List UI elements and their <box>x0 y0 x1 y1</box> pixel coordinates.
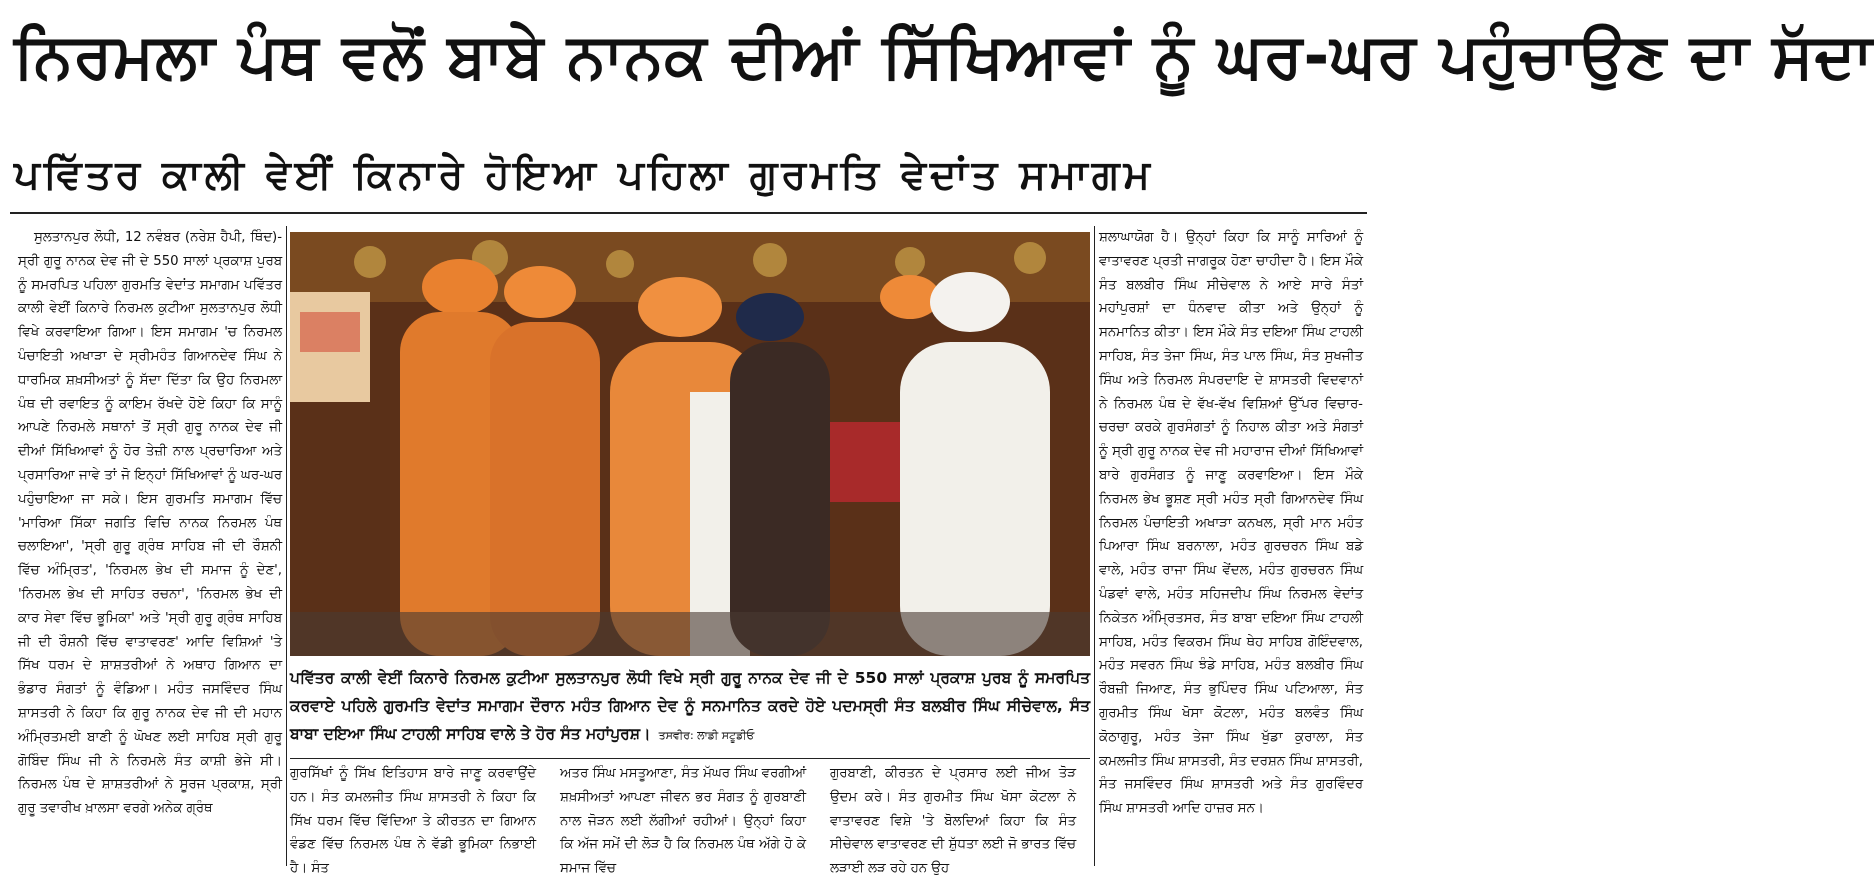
subheadline: ਪਵਿੱਤਰ ਕਾਲੀ ਵੇਈਂ ਕਿਨਾਰੇ ਹੋਇਆ ਪਹਿਲਾ ਗੁਰਮਤਿ ਵੇਦਾਂਤ ਸਮਾਗਮ <box>14 152 1154 198</box>
article-text-right: ਸ਼ਲਾਘਾਯੋਗ ਹੈ। ਉਨ੍ਹਾਂ ਕਿਹਾ ਕਿ ਸਾਨੂੰ ਸਾਰਿਆਂ ਨੂੰ ਵਾਤਾਵਰਣ ਪ੍ਰਤੀ ਜਾਗਰੂਕ ਹੋਣਾ ਚਾਹੀਦਾ ਹੈ। ਇਸ ਮੌਕੇ ਸੰਤ ਬਲਬੀਰ ਸਿੰਘ ਸੀਚੇਵਾਲ ਨੇ ਆਏ ਸਾਰੇ ਸੰਤਾਂ ਮਹਾਂਪੁਰਸ਼ਾਂ ਦਾ ਧੰਨਵਾਦ ਕੀਤਾ ਅਤੇ ਉਨ੍ਹਾਂ ਨੂੰ ਸਨਮਾਨਿਤ ਕੀਤਾ। ਇਸ ਮੌਕੇ ਸੰਤ ਦਇਆ ਸਿੰਘ ਟਾਹਲੀ ਸਾਹਿਬ, ਸੰਤ ਤੇਜਾ ਸਿੰਘ, ਸੰਤ ਪਾਲ ਸਿੰਘ, ਸੰਤ ਸੁਖਜੀਤ ਸਿੰਘ ਅਤੇ ਨਿਰਮਲ ਸੰਪਰਦਾਇ ਦੇ ਸ਼ਾਸਤਰੀ ਵਿਦਵਾਨਾਂ ਨੇ ਨਿਰਮਲ ਪੰਥ ਦੇ ਵੱਖ-ਵੱਖ ਵਿਸ਼ਿਆਂ ਉੱਪਰ ਵਿਚਾਰ-ਚਰਚਾ ਕਰਕੇ ਗੁਰਸੰਗਤਾਂ ਨੂੰ ਨਿਹਾਲ ਕੀਤਾ ਅਤੇ ਸੰਗਤਾਂ ਨੂੰ ਸ੍ਰੀ ਗੁਰੂ ਨਾਨਕ ਦੇਵ ਜੀ ਮਹਾਰਾਜ ਦੀਆਂ ਸਿੱਖਿਆਵਾਂ ਬਾਰੇ ਗੁਰਸੰਗਤ ਨੂੰ ਜਾਣੂ ਕਰਵਾਇਆ। ਇਸ ਮੌਕੇ ਨਿਰਮਲ ਭੇਖ ਭੂਸ਼ਣ ਸ੍ਰੀ ਮਹੰਤ ਸ੍ਰੀ ਗਿਆਨਦੇਵ ਸਿੰਘ ਨਿਰਮਲ ਪੰਚਾਇਤੀ ਅਖਾੜਾ ਕਨਖਲ, ਸ੍ਰੀ ਮਾਨ ਮਹੰਤ ਪਿਆਰਾ ਸਿੰਘ ਬਰਨਾਲਾ, ਮਹੰਤ ਗੁਰਚਰਨ ਸਿੰਘ ਬਡੇ ਵਾਲੇ, ਮਹੰਤ ਰਾਜਾ ਸਿੰਘ ਵੇਂਦਲ, ਮਹੰਤ ਗੁਰਚਰਨ ਸਿੰਘ ਪੰਡਵਾਂ ਵਾਲੇ, ਮਹੰਤ ਸਹਿਜਦੀਪ ਸਿੰਘ ਨਿਰਮਲ ਵੇਦਾਂਤ ਨਿਕੇਤਨ ਅੰਮ੍ਰਿਤਸਰ, ਸੰਤ ਬਾਬਾ ਦਇਆ ਸਿੰਘ ਟਾਹਲੀ ਸਾਹਿਬ, ਮਹੰਤ ਵਿਕਰਮ ਸਿੰਘ ਥੇਹ ਸਾਹਿਬ ਗੋਇੰਦਵਾਲ, ਮਹੰਤ ਸਵਰਨ ਸਿੰਘ ਝੰਡੇ ਸਾਹਿਬ, ਮਹੰਤ ਬਲਬੀਰ ਸਿੰਘ ਰੌਬਜ਼ੀ ਜਿਆਣ, ਸੰਤ ਭੁਪਿੰਦਰ ਸਿੰਘ ਪਟਿਆਲਾ, ਸੰਤ ਗੁਰਮੀਤ ਸਿੰਘ ਖੋਸਾ ਕੋਟਲਾ, ਮਹੰਤ ਬਲਵੰਤ ਸਿੰਘ ਕੋਠਾਗੁਰੂ, ਮਹੰਤ ਤੇਜਾ ਸਿੰਘ ਖੁੱਡਾ ਕੁਰਾਲਾ, ਸੰਤ ਕਮਲਜੀਤ ਸਿੰਘ ਸ਼ਾਸਤਰੀ, ਸੰਤ ਦਰਸ਼ਨ ਸਿੰਘ ਸ਼ਾਸਤਰੀ, ਸੰਤ ਜਸਵਿੰਦਰ ਸਿੰਘ ਸ਼ਾਸਤਰੀ ਅਤੇ ਸੰਤ ਗੁਰਵਿੰਦਰ ਸਿੰਘ ਸ਼ਾਸਤਰੀ ਆਦਿ ਹਾਜ਼ਰ ਸਨ। <box>1099 230 1363 817</box>
headline: ਨਿਰਮਲਾ ਪੰਥ ਵਲੋਂ ਬਾਬੇ ਨਾਨਕ ਦੀਆਂ ਸਿੱਖਿਆਵਾਂ ਨੂੰ ਘਰ-ਘਰ ਪਹੁੰਚਾਉਣ ਦਾ ਸੱਦਾ <box>14 19 1874 92</box>
photo-caption <box>290 664 1090 754</box>
event-photo-illustration <box>290 232 1090 656</box>
article-column-left <box>18 226 282 866</box>
article-text-bottom-2: ਅਤਰ ਸਿੰਘ ਮਸਤੂਆਣਾ, ਸੰਤ ਮੱਘਰ ਸਿੰਘ ਵਰਗੀਆਂ ਸ਼ਖ਼ਸੀਅਤਾਂ ਆਪਣਾ ਜੀਵਨ ਭਰ ਸੰਗਤ ਨੂੰ ਗੁਰਬਾਣੀ ਨਾਲ ਜੋੜਨ ਲਈ ਲੱਗੀਆਂ ਰਹੀਆਂ। ਉਨ੍ਹਾਂ ਕਿਹਾ ਕਿ ਅੱਜ ਸਮੇਂ ਦੀ ਲੋੜ ਹੈ ਕਿ ਨਿਰਮਲ ਪੰਥ ਅੱਗੇ ਹੋ ਕੇ ਸਮਾਜ ਵਿੱਚ <box>560 766 806 877</box>
photo-credit: ਤਸਵੀਰ: ਲਾਡੀ ਸਟੂਡੀਓ <box>658 729 755 742</box>
caption-text: ਪਵਿੱਤਰ ਕਾਲੀ ਵੇਈਂ ਕਿਨਾਰੇ ਨਿਰਮਲ ਕੁਟੀਆ ਸੁਲਤਾਨਪੁਰ ਲੋਧੀ ਵਿਖੇ ਸ੍ਰੀ ਗੁਰੂ ਨਾਨਕ ਦੇਵ ਜੀ ਦੇ 550 ਸਾਲਾਂ ਪ੍ਰਕਾਸ਼ ਪੁਰਬ ਨੂੰ ਸਮਰਪਿਤ ਕਰਵਾਏ ਪਹਿਲੇ ਗੁਰਮਤਿ ਵੇਦਾਂਤ ਸਮਾਗਮ ਦੌਰਾਨ ਮਹੰਤ ਗਿਆਨ ਦੇਵ ਨੂੰ ਸਨਮਾਨਿਤ ਕਰਦੇ ਹੋਏ ਪਦਮਸ੍ਰੀ ਸੰਤ ਬਲਬੀਰ ਸਿੰਘ ਸੀਚੇਵਾਲ, ਸੰਤ ਬਾਬਾ ਦਇਆ ਸਿੰਘ ਟਾਹਲੀ ਸਾਹਿਬ ਵਾਲੇ ਤੇ ਹੋਰ ਸੰਤ ਮਹਾਂਪੁਰਸ਼। <box>290 669 1090 743</box>
article-text-bottom-1: ਗੁਰਸਿੱਖਾਂ ਨੂੰ ਸਿੱਖ ਇਤਿਹਾਸ ਬਾਰੇ ਜਾਣੂ ਕਰਵਾਉਂਦੇ ਹਨ। ਸੰਤ ਕਮਲਜੀਤ ਸਿੰਘ ਸ਼ਾਸਤਰੀ ਨੇ ਕਿਹਾ ਕਿ ਸਿੱਖ ਧਰਮ ਵਿੱਚ ਵਿੱਦਿਆ ਤੇ ਕੀਰਤਨ ਦਾ ਗਿਆਨ ਵੰਡਣ ਵਿੱਚ ਨਿਰਮਲ ਪੰਥ ਨੇ ਵੱਡੀ ਭੂਮਿਕਾ ਨਿਭਾਈ ਹੈ। ਸੰਤ <box>290 766 536 877</box>
article-text-bottom-3: ਗੁਰਬਾਣੀ, ਕੀਰਤਨ ਦੇ ਪ੍ਰਸਾਰ ਲਈ ਜੀਅ ਤੋੜ ਉਦਮ ਕਰੇ। ਸੰਤ ਗੁਰਮੀਤ ਸਿੰਘ ਖੋਸਾ ਕੋਟਲਾ ਨੇ ਵਾਤਾਵਰਣ ਵਿਸ਼ੇ 'ਤੇ ਬੋਲਦਿਆਂ ਕਿਹਾ ਕਿ ਸੰਤ ਸੀਚੇਵਾਲ ਵਾਤਾਵਰਣ ਦੀ ਸ਼ੁੱਧਤਾ ਲਈ ਜੋ ਭਾਰਤ ਵਿੱਚ ਲੜਾਈ ਲੜ ਰਹੇ ਹਨ ਉਹ <box>830 766 1076 877</box>
event-photo <box>290 232 1090 656</box>
caption-rule <box>290 758 1090 759</box>
column-rule-left <box>286 226 287 866</box>
article-bottom-column-2 <box>560 762 806 877</box>
article-column-right <box>1099 226 1363 866</box>
article-bottom-column-1 <box>290 762 536 877</box>
column-rule-right <box>1094 226 1095 866</box>
header-rule <box>10 212 1367 214</box>
article-text-left: ਸੁਲਤਾਨਪੁਰ ਲੋਧੀ, 12 ਨਵੰਬਰ (ਨਰੇਸ਼ ਹੈਪੀ, ਥਿੰਦ)-ਸ੍ਰੀ ਗੁਰੂ ਨਾਨਕ ਦੇਵ ਜੀ ਦੇ 550 ਸਾਲਾਂ ਪ੍ਰਕਾਸ਼ ਪੁਰਬ ਨੂੰ ਸਮਰਪਿਤ ਪਹਿਲਾ ਗੁਰਮਤਿ ਵੇਦਾਂਤ ਸਮਾਗਮ ਪਵਿੱਤਰ ਕਾਲੀ ਵੇਈਂ ਕਿਨਾਰੇ ਨਿਰਮਲ ਕੁਟੀਆ ਸੁਲਤਾਨਪੁਰ ਲੋਧੀ ਵਿਖੇ ਕਰਵਾਇਆ ਗਿਆ। ਇਸ ਸਮਾਗਮ 'ਚ ਨਿਰਮਲ ਪੰਚਾਇਤੀ ਅਖਾੜਾ ਦੇ ਸ੍ਰੀਮਹੰਤ ਗਿਆਨਦੇਵ ਸਿੰਘ ਨੇ ਧਾਰਮਿਕ ਸ਼ਖ਼ਸੀਅਤਾਂ ਨੂੰ ਸੱਦਾ ਦਿੱਤਾ ਕਿ ਉਹ ਨਿਰਮਲਾ ਪੰਥ ਦੀ ਰਵਾਇਤ ਨੂੰ ਕਾਇਮ ਰੱਖਦੇ ਹੋਏ ਕਿਹਾ ਕਿ ਸਾਨੂੰ ਆਪਣੇ ਨਿਰਮਲੇ ਸਥਾਨਾਂ ਤੋਂ ਸ੍ਰੀ ਗੁਰੂ ਨਾਨਕ ਦੇਵ ਜੀ ਦੀਆਂ ਸਿੱਖਿਆਵਾਂ ਨੂੰ ਹੋਰ ਤੇਜ਼ੀ ਨਾਲ ਪ੍ਰਚਾਰਿਆ ਅਤੇ ਪ੍ਰਸਾਰਿਆ ਜਾਵੇ ਤਾਂ ਜੋ ਇਨ੍ਹਾਂ ਸਿੱਖਿਆਵਾਂ ਨੂੰ ਘਰ-ਘਰ ਪਹੁੰਚਾਇਆ ਜਾ ਸਕੇ। ਇਸ ਗੁਰਮਤਿ ਸਮਾਗਮ ਵਿੱਚ 'ਮਾਰਿਆ ਸਿੱਕਾ ਜਗਤਿ ਵਿਚਿ ਨਾਨਕ ਨਿਰਮਲ ਪੰਥ ਚਲਾਇਆ', 'ਸ੍ਰੀ ਗੁਰੂ ਗ੍ਰੰਥ ਸਾਹਿਬ ਜੀ ਦੀ ਰੌਸ਼ਨੀ ਵਿੱਚ ਅੰਮ੍ਰਿਤ', 'ਨਿਰਮਲ ਭੇਖ ਦੀ ਸਮਾਜ ਨੂੰ ਦੇਣ', 'ਨਿਰਮਲ ਭੇਖ ਦੀ ਸਾਹਿਤ ਰਚਨਾ', 'ਨਿਰਮਲ ਭੇਖ ਦੀ ਕਾਰ ਸੇਵਾ ਵਿੱਚ ਭੂਮਿਕਾ' ਅਤੇ 'ਸ੍ਰੀ ਗੁਰੂ ਗ੍ਰੰਥ ਸਾਹਿਬ ਜੀ ਦੀ ਰੌਸ਼ਨੀ ਵਿੱਚ ਵਾਤਾਵਰਣ' ਆਦਿ ਵਿਸ਼ਿਆਂ 'ਤੇ ਸਿੱਖ ਧਰਮ ਦੇ ਸ਼ਾਸ਼ਤਰੀਆਂ ਨੇ ਅਥਾਹ ਗਿਆਨ ਦਾ ਭੰਡਾਰ ਸੰਗਤਾਂ ਨੂੰ ਵੰਡਿਆ। ਮਹੰਤ ਜਸਵਿੰਦਰ ਸਿੰਘ ਸ਼ਾਸਤਰੀ ਨੇ ਕਿਹਾ ਕਿ ਗੁਰੂ ਨਾਨਕ ਦੇਵ ਜੀ ਦੀ ਮਹਾਨ ਅੰਮ੍ਰਿਤਮਈ ਬਾਣੀ ਨੂੰ ਘੋਖਣ ਲਈ ਸਾਹਿਬ ਸ੍ਰੀ ਗੁਰੂ ਗੋਬਿੰਦ ਸਿੰਘ ਜੀ ਨੇ ਨਿਰਮਲੇ ਸੰਤ ਕਾਸ਼ੀ ਭੇਜੇ ਸੀ। ਨਿਰਮਲ ਪੰਥ ਦੇ ਸ਼ਾਸ਼ਤਰੀਆਂ ਨੇ ਸੂਰਜ ਪ੍ਰਕਾਸ਼, ਸ੍ਰੀ ਗੁਰੂ ਤਵਾਰੀਖ ਖ਼ਾਲਸਾ ਵਰਗੇ ਅਨੇਕ ਗ੍ਰੰਥ <box>18 230 282 817</box>
article-bottom-column-3 <box>830 762 1076 877</box>
